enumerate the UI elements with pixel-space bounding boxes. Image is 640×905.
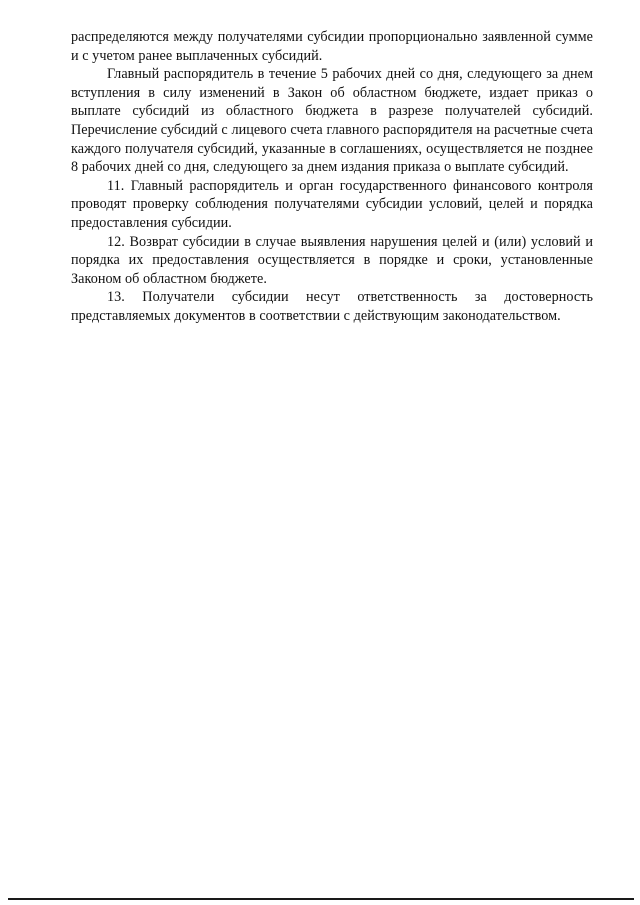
document-body: [71, 28, 593, 326]
paragraph-item-11: 11. Главный распорядитель и орган государственного финансового контроля проводят проверку соблюдения получателями субсидии условий, целей и порядка предоставления субсидии.: [71, 177, 593, 231]
paragraph-continuation: распределяются между получателями субсидии пропорционально заявленной сумме и с учетом ранее выплаченных субсидий.: [71, 29, 593, 64]
paragraph-payment-order: Главный распорядитель в течение 5 рабочих дней со дня, следующего за днем вступления в силу изменений в Закон об областном бюджете, издает приказ о выплате субсидий из областного бюджета в разрезе получателей субсидий. Перечисление субсидий с лицевого счета главного распорядителя на расчетные счета каждого получателя субсидий, указанные в соглашениях, осуществляется не позднее 8 рабочих дней со дня, следующего за днем издания приказа о выплате субсидий.: [71, 66, 593, 176]
paragraph-item-12: 12. Возврат субсидии в случае выявления нарушения целей и (или) условий и порядка их предоставления осуществляется в порядке и сроки, установленные Законом об областном бюджете.: [71, 233, 593, 287]
bottom-edge-line: [8, 898, 634, 900]
paragraph-item-13: 13. Получатели субсидии несут ответственность за достоверность представляемых документов в соответствии с действующим законодательством.: [71, 289, 593, 324]
